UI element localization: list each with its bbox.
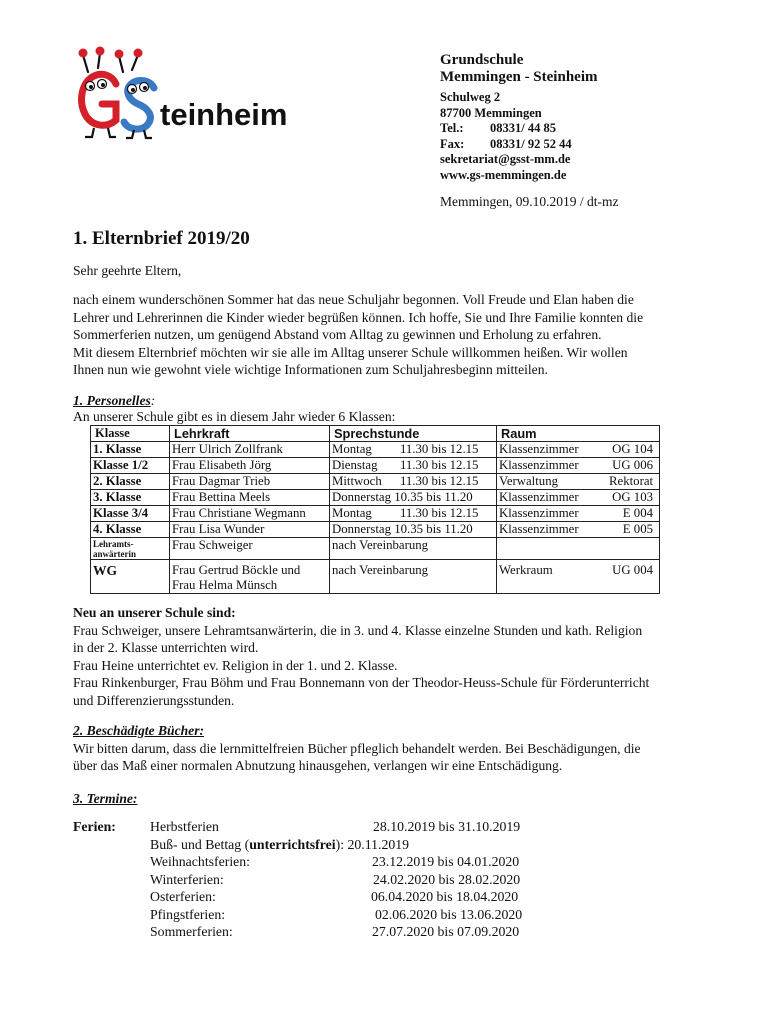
table-row [91,522,660,538]
day: Montag [332,506,372,520]
lehrkraft-cell [170,560,330,594]
room-number: OG 104 [612,442,653,456]
lehrkraft-line-2: Frau Helma Münsch [172,578,278,592]
letter-title: 1. Elternbrief 2019/20 [73,228,250,249]
day: Donnerstag [332,490,391,504]
holiday-name: Weihnachtsferien: [150,854,251,869]
new-staff-block [73,604,733,709]
section-2-line: über das Maß einer normalen Abnutzung hinausgehen, verlangen wir eine Entschädigung. [73,758,563,773]
sprechstunde-cell [330,474,497,490]
raum-cell [497,522,660,538]
school-name [440,52,597,86]
klasse-cell: 4. Klasse [91,522,170,538]
table-row [91,458,660,474]
holiday-tail: ): [335,836,345,852]
holiday-name: Buß- und Bettag ( [150,836,250,852]
day: Montag [332,442,372,456]
intro-line: Mit diesem Elternbrief möchten wir sie alle im Alltag unserer Schule willkommen heißen. Wir wollen [73,344,628,360]
time: 10.35 bis 11.20 [394,522,473,536]
dateline: Memmingen, 09.10.2019 / dt-mz [440,194,619,209]
new-staff-line: und Differenzierungsstunden. [73,692,235,708]
holiday-name: Osterferien: [150,889,216,904]
holiday-date: 28.10.2019 bis 31.10.2019 [373,819,521,834]
holiday-date: 24.02.2020 bis 28.02.2020 [373,871,521,887]
school-line-1: Grundschule [440,52,524,68]
holiday-row [150,923,233,941]
room-name: Klassenzimmer [499,442,579,456]
header-sprechstunde: Sprechstunde [330,426,497,442]
raum-cell [497,474,660,490]
table-row-wg [91,560,660,594]
new-staff-line: Frau Rinkenburger, Frau Böhm und Frau Bonnemann von der Theodor-Heuss-Schule für Förderunterricht [73,675,650,690]
klasse-line-2: anwärterin [93,549,136,559]
lehrkraft-cell: Frau Dagmar Trieb [170,474,330,490]
new-staff-line: Frau Heine unterrichtet ev. Religion in der 1. und 2. Klasse. [73,657,398,673]
section-2-block [73,722,733,775]
sprechstunde-cell: nach Vereinbarung [330,560,497,594]
new-staff-line: in der 2. Klasse unterrichten wird. [73,640,259,655]
room-name: Klassenzimmer [499,506,579,520]
holiday-name: Herbstferien [150,819,219,834]
school-logo [72,42,302,142]
lehrkraft-cell: Frau Bettina Meels [170,490,330,506]
section-3-heading-text: 3. Termine: [73,791,138,806]
intro-line: Ihnen nun wie gewohnt viele wichtige Informationen zum Schuljahresbeginn mitteilen. [73,362,548,377]
holiday-row [150,818,219,836]
day: Mittwoch [332,474,382,488]
holiday-name: Pfingstferien: [150,906,226,922]
klasse-cell [91,538,170,560]
room-name: Klassenzimmer [499,490,579,504]
klasse-cell: WG [91,560,170,594]
time: 11.30 bis 12.15 [400,442,479,456]
fax-number: 08331/ 92 52 44 [490,136,572,151]
room-name: Verwaltung [499,474,558,488]
raum-cell [497,458,660,474]
website: www.gs-memmingen.de [440,167,567,182]
lehrkraft-cell: Frau Lisa Wunder [170,522,330,538]
raum-cell [497,506,660,522]
phone-line [440,121,572,137]
section-1-colon: : [150,393,156,408]
class-table [90,425,660,594]
room-name: Werkraum [499,563,553,577]
intro-paragraph [73,291,733,379]
holiday-date: 23.12.2019 bis 04.01.2020 [372,854,520,869]
lehrkraft-line-1: Frau Gertrud Böckle und [172,563,301,577]
fax-label: Fax: [440,136,465,151]
klasse-cell: Klasse 3/4 [91,506,170,522]
sprechstunde-cell [330,506,497,522]
holiday-name: Winterferien: [150,871,224,887]
lehrkraft-cell: Frau Schweiger [170,538,330,560]
table-row [91,490,660,506]
intro-line: nach einem wunderschönen Sommer hat das neue Schuljahr begonnen. Voll Freude und Elan haben die [73,292,634,307]
holiday-row [150,836,409,854]
holiday-date: 02.06.2020 bis 13.06.2020 [375,906,523,922]
section-3-heading [73,790,733,808]
holiday-date: 27.07.2020 bis 07.09.2020 [372,924,520,939]
time: 11.30 bis 12.15 [400,474,479,488]
klasse-cell: Klasse 1/2 [91,458,170,474]
sprechstunde-cell: nach Vereinbarung [330,538,497,560]
holiday-date: 20.11.2019 [347,836,410,852]
holiday-row [150,871,224,889]
holiday-row [150,888,216,906]
time: 11.30 bis 12.15 [400,458,479,472]
room-number: UG 004 [612,563,653,577]
holiday-row [150,906,225,924]
lehrkraft-cell: Frau Elisabeth Jörg [170,458,330,474]
room-name: Klassenzimmer [499,522,579,536]
section-1-heading: 1. Personelles [73,393,151,408]
table-row [91,506,660,522]
day: Dienstag [332,458,378,472]
intro-line: Sommerferien nutzen, um genügend Abstand vom Alltag zu gewinnen und Erholung zu erfahren. [73,327,602,342]
street: Schulweg 2 [440,90,501,104]
room-number: E 004 [622,506,653,520]
raum-cell [497,538,660,560]
section-1-heading-line [73,392,733,410]
logo-wordmark: teinheim [160,97,288,132]
sprechstunde-cell [330,442,497,458]
table-row [91,442,660,458]
table-row [91,474,660,490]
room-number: E 005 [622,522,653,536]
raum-cell [497,442,660,458]
salutation: Sehr geehrte Eltern, [73,263,182,278]
section-2-heading: 2. Beschädigte Bücher: [73,723,205,738]
lehrkraft-cell: Herr Ulrich Zollfrank [170,442,330,458]
room-number: Rektorat [609,474,654,488]
holiday-note: unterrichtsfrei [249,836,336,852]
new-staff-heading: Neu an unserer Schule sind: [73,605,236,620]
logo-graphic [72,42,302,142]
klasse-cell: 1. Klasse [91,442,170,458]
new-staff-line: Frau Schweiger, unsere Lehramtsanwärterin, die in 3. und 4. Klasse einzelne Stunden und kath. Religion [73,622,643,638]
raum-cell [497,560,660,594]
ferien-label: Ferien: [73,819,116,834]
holiday-row [150,853,250,871]
city: 87700 Memmingen [440,105,542,120]
lehrkraft-cell: Frau Christiane Wegmann [170,506,330,522]
school-line-2: Memmingen - Steinheim [440,69,598,85]
intro-line: Lehrer und Lehrerinnen die Kinder wieder begrüßen können. Ich hoffe, Sie und Ihre Familie konnten die [73,309,644,325]
klasse-cell: 2. Klasse [91,474,170,490]
header-raum: Raum [497,426,660,442]
klasse-cell: 3. Klasse [91,490,170,506]
header-klasse: Klasse [91,426,170,442]
day: Donnerstag [332,522,391,536]
room-number: UG 006 [612,458,653,472]
fax-line [440,137,572,153]
sprechstunde-cell [330,490,497,506]
room-name: Klassenzimmer [499,458,579,472]
table-row-anwaerterin [91,538,660,560]
header-lehrkraft: Lehrkraft [170,426,330,442]
room-number: OG 103 [612,490,653,504]
klasse-line-1: Lehramts- [93,539,134,549]
table-header-row [91,426,660,442]
contact-block [440,90,572,183]
raum-cell [497,490,660,506]
section-1-lead: An unserer Schule gibt es in diesem Jahr wieder 6 Klassen: [73,409,396,424]
time: 10.35 bis 11.20 [394,490,473,504]
sprechstunde-cell [330,458,497,474]
email: sekretariat@gsst-mm.de [440,152,571,166]
phone-label: Tel.: [440,121,464,135]
holiday-date: 06.04.2020 bis 18.04.2020 [371,889,519,904]
phone-number: 08331/ 44 85 [490,121,556,135]
time: 11.30 bis 12.15 [400,506,479,520]
sprechstunde-cell [330,522,497,538]
holiday-name: Sommerferien: [150,924,233,939]
section-2-line: Wir bitten darum, dass die lernmittelfreien Bücher pfleglich behandelt werden. Bei Beschädigungen, die [73,740,641,756]
